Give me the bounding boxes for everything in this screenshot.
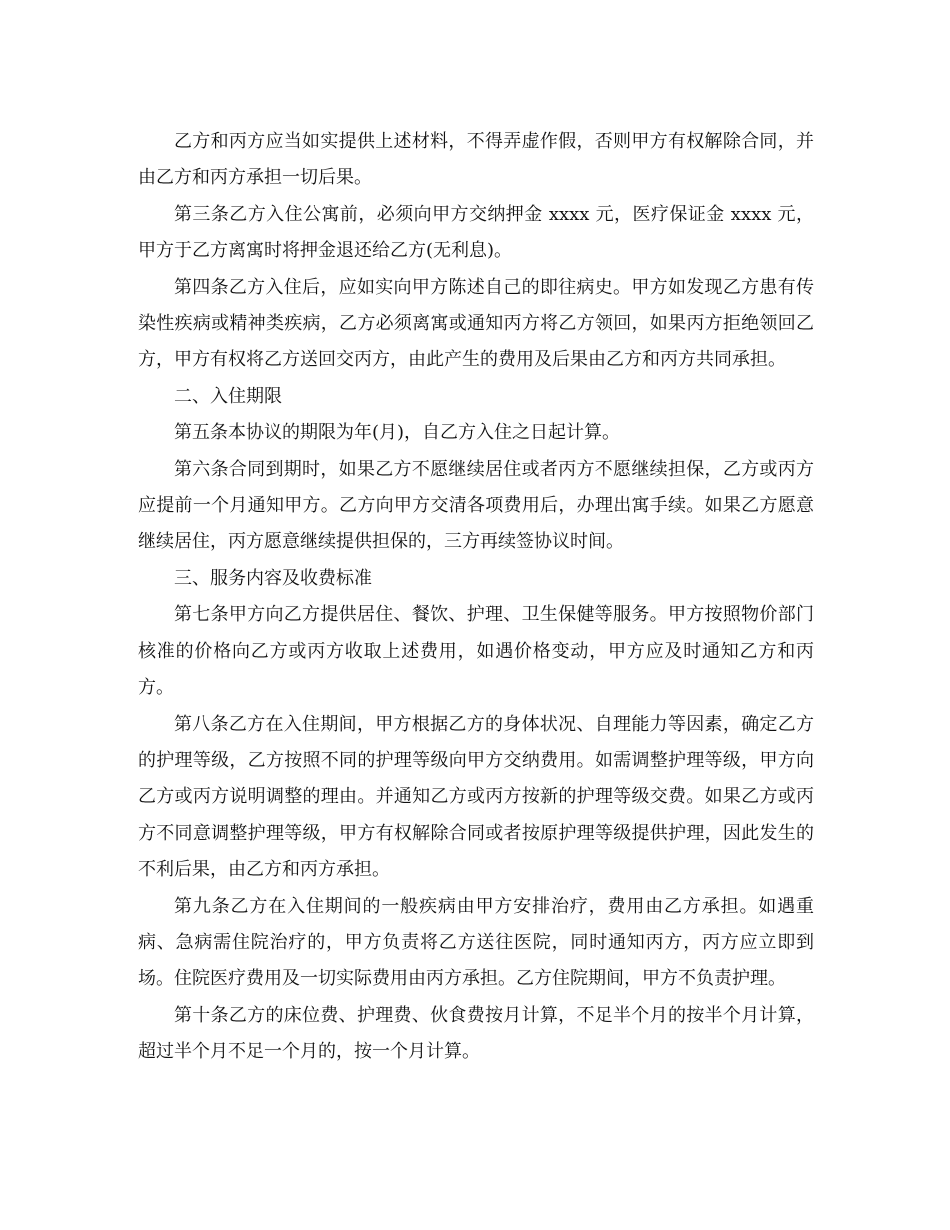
- section-heading-services-fees: 三、服务内容及收费标准: [174, 567, 372, 589]
- paragraph-article-7: 第七条甲方向乙方提供居住、餐饮、护理、卫生保健等服务。甲方按照物价部门核准的价格向乙方或丙方收取上述费用，如遇价格变动，甲方应及时通知乙方和丙方。: [138, 604, 814, 699]
- document-page: [138, 124, 814, 1071]
- paragraph-article-8: 第八条乙方在入住期间，甲方根据乙方的身体状况、自理能力等因素，确定乙方的护理等级，乙方按照不同的护理等级向甲方交纳费用。如需调整护理等级，甲方向乙方或丙方说明调整的理由。并通知乙方或丙方按新的护理等级交费。如果乙方或丙方不同意调整护理等级，甲方有权解除合同或者按原护理等级提供护理，因此发生的不利后果，由乙方和丙方承担。: [138, 713, 814, 881]
- paragraph-article-4: 第四条乙方入住后，应如实向甲方陈述自己的即往病史。甲方如发现乙方患有传染性疾病或精神类疾病，乙方必须离寓或通知丙方将乙方领回，如果丙方拒绝领回乙方，甲方有权将乙方送回交丙方，由此产生的费用及后果由乙方和丙方共同承担。: [138, 276, 814, 371]
- paragraph-article-3: 第三条乙方入住公寓前，必须向甲方交纳押金 xxxx 元，医疗保证金 xxxx 元，甲方于乙方离寓时将押金退还给乙方(无利息)。: [138, 203, 814, 262]
- paragraph-article-9: 第九条乙方在入住期间的一般疾病由甲方安排治疗，费用由乙方承担。如遇重病、急病需住院治疗的，甲方负责将乙方送往医院，同时通知丙方，丙方应立即到场。住院医疗费用及一切实际费用由丙方承担。乙方住院期间，甲方不负责护理。: [138, 895, 814, 990]
- paragraph-supply-materials: 乙方和丙方应当如实提供上述材料，不得弄虚作假，否则甲方有权解除合同，并由乙方和丙方承担一切后果。: [138, 131, 814, 189]
- paragraph-article-6: 第六条合同到期时，如果乙方不愿继续居住或者丙方不愿继续担保，乙方或丙方应提前一个月通知甲方。乙方向甲方交清各项费用后，办理出寓手续。如果乙方愿意继续居住，丙方愿意继续提供担保的，三方再续签协议时间。: [138, 458, 814, 553]
- paragraph-article-5: 第五条本协议的期限为年(月)，自乙方入住之日起计算。: [174, 422, 621, 444]
- paragraph-article-10: 第十条乙方的床位费、护理费、伙食费按月计算，不足半个月的按半个月计算，超过半个月不足一个月的，按一个月计算。: [138, 1004, 814, 1063]
- section-heading-term: 二、入住期限: [174, 385, 282, 407]
